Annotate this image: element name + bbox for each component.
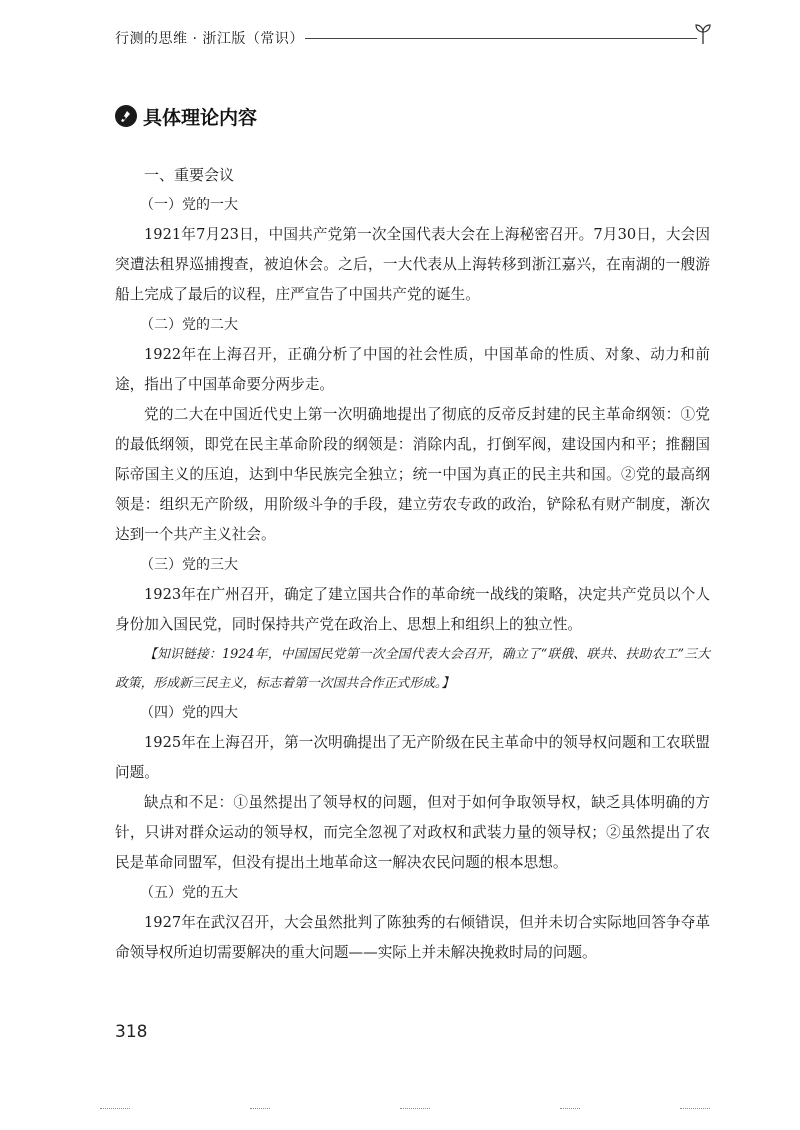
- paragraph: 1925年在上海召开，第一次明确提出了无产阶级在民主革命中的领导权问题和工农联盟问题。: [115, 734, 710, 781]
- section-heading: [115, 103, 257, 129]
- heading-important-meetings: 一、重要会议: [144, 166, 235, 184]
- scan-artifact: [560, 1108, 580, 1115]
- paragraph: 1922年在上海召开，正确分析了中国的社会性质，中国革命的性质、对象、动力和前途，指出了中国革命要分两步走。: [115, 346, 710, 393]
- page-header: [115, 22, 715, 52]
- sprout-icon: [691, 22, 715, 46]
- heading-congress-4: （四）党的四大: [140, 705, 238, 721]
- header-rule: [305, 38, 697, 39]
- paragraph: 1927年在武汉召开，大会虽然批判了陈独秀的右倾错误，但并未切合实际地回答争夺革命领导权所迫切需要解决的重大问题——实际上并未解决挽救时局的问题。: [115, 914, 710, 961]
- scan-artifact: [100, 1108, 130, 1115]
- section-title: 具体理论内容: [143, 106, 258, 129]
- heading-congress-5: （五）党的五大: [140, 885, 238, 901]
- knowledge-link-note: 【知识链接：1924年，中国国民党第一次全国代表大会召开，确立了“联俄、联共、扶助农工”三大政策，形成新三民主义，标志着第一次国共合作正式形成。】: [115, 647, 710, 691]
- paragraph: 1921年7月23日，中国共产党第一次全国代表大会在上海秘密召开。7月30日，大会因突遭法租界巡捕搜查，被迫休会。之后，一大代表从上海转移到浙江嘉兴，在南湖的一艘游船上完成了最后的议程，庄严宣告了中国共产党的诞生。: [115, 226, 710, 303]
- scan-artifact: [680, 1108, 710, 1115]
- header-title: 行测的思维 · 浙江版（常识）: [115, 31, 304, 47]
- paragraph: 1923年在广州召开，确定了建立国共合作的革命统一战线的策略，决定共产党员以个人身份加入国民党，同时保持共产党在政治上、思想上和组织上的独立性。: [115, 586, 710, 633]
- heading-congress-1: （一）党的一大: [140, 197, 238, 213]
- heading-congress-3: （三）党的三大: [140, 557, 238, 573]
- paragraph: 党的二大在中国近代史上第一次明确地提出了彻底的反帝反封建的民主革命纲领：①党的最低纲领，即党在民主革命阶段的纲领是：消除内乱，打倒军阀，建设国内和平；推翻国际帝国主义的压迫，达到中华民族完全独立；统一中国为真正的民主共和国。②党的最高纲领是：组织无产阶级，用阶级斗争的手段，建立劳农专政的政治，铲除私有财产制度，渐次达到一个共产主义社会。: [115, 406, 710, 543]
- heading-congress-2: （二）党的二大: [140, 317, 238, 333]
- paragraph: 缺点和不足：①虽然提出了领导权的问题，但对于如何争取领导权，缺乏具体明确的方针，只讲对群众运动的领导权，而完全忽视了对政权和武装力量的领导权；②虽然提出了农民是革命同盟军，但没有提出土地革命这一解决农民问题的根本思想。: [115, 794, 710, 871]
- pen-nib-icon: [115, 105, 137, 127]
- page-body: [115, 160, 710, 968]
- scan-artifact: [400, 1108, 430, 1115]
- page-number: 318: [115, 1022, 148, 1042]
- scan-artifact: [250, 1108, 270, 1115]
